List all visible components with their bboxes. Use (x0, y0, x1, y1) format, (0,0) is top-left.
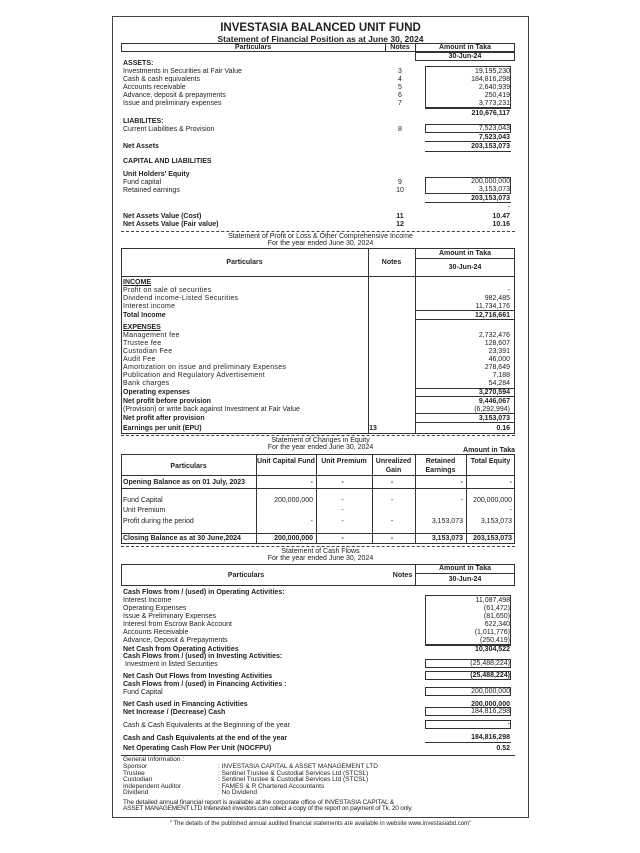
asset-row-label: Accounts receivable (123, 84, 186, 91)
rule (425, 742, 511, 743)
expense-row-label: Trustee fee (123, 340, 162, 347)
cf-op-row-label: Advance, Deposit & Prepayments (123, 637, 228, 644)
cf-op-row-amount: (61,472) (483, 605, 510, 612)
soce-row-value: - (341, 497, 344, 504)
retained-note: 10 (396, 187, 404, 194)
cf-fin-amount: 200,000,000 (471, 688, 510, 695)
income-row-label: Interest income (123, 303, 176, 310)
epu-value: 0.16 (496, 425, 510, 432)
info-row-key: Independent Auditor (123, 782, 182, 790)
soce-row-value: - (341, 479, 344, 486)
cf-col-amount: Amount in Taka (439, 565, 491, 572)
assets-total: 210,676,117 (471, 110, 510, 117)
soce-row-value: - (509, 479, 512, 486)
soce-row-value: 3,153,073 (431, 535, 463, 542)
cf-op-row-label: Issue & Preliminary Expenses (123, 613, 216, 620)
cf-inv-heading: Cash Flows from / (used) in Investing Activities: (123, 653, 283, 660)
income-row-amount: - (507, 287, 510, 294)
pl-col-sep (368, 277, 369, 434)
liabilities-label: Current Liabilities & Provision (123, 126, 215, 133)
asset-row-note: 3 (398, 68, 402, 75)
cf-nocfpu-label: Net Operating Cash Flow Per Unit (NOCFPU) (123, 745, 272, 752)
rule (425, 151, 511, 152)
info-row-value: : Sentinel Trustee & Custodial Services Ltd (STCSL) (218, 776, 369, 783)
cf-fin-label: Fund Capital (123, 689, 163, 696)
rule (415, 413, 515, 414)
rule (121, 533, 515, 534)
sfp-col-particulars: Particulars (234, 44, 272, 51)
soce-row-label: Closing Balance as at 30 June,2024 (123, 535, 241, 542)
opex-label: Operating expenses (123, 389, 190, 396)
soce-row-value: - (390, 535, 394, 542)
net-assets-label: Net Assets (123, 143, 159, 150)
npbp-label: Net profit before provision (123, 398, 211, 405)
expense-row-amount: 23,391 (488, 348, 510, 355)
cf-col-date: 30-Jun-24 (448, 576, 482, 583)
capital-heading: CAPITAL AND LIABILITIES (123, 158, 212, 165)
expense-row-amount: 2,732,476 (478, 332, 510, 339)
soce-row-value: 200,000,000 (274, 535, 313, 542)
section-divider (121, 435, 515, 436)
info-row-value: : FAMES & R Chartered Accountants (218, 782, 325, 790)
rule (121, 475, 515, 476)
cf-net-op-value: 10,304,522 (474, 646, 510, 653)
soce-row-value: - (509, 507, 512, 514)
asset-row-amount: 3,773,231 (478, 100, 510, 107)
cf-op-row-amount: (250,419) (480, 637, 510, 644)
sfp-col-date: 30-Jun-24 (448, 53, 482, 60)
expense-row-amount: 128,607 (484, 340, 510, 347)
cf-op-box (425, 595, 511, 645)
rule (415, 422, 515, 423)
fund-capital-note: 9 (398, 179, 402, 186)
rule (425, 108, 511, 109)
asset-row-label: Investments in Securities at Fair Value (123, 68, 242, 75)
cf-op-row-amount: 11,087,498 (475, 597, 510, 604)
npap-label: Net profit after provision (123, 415, 205, 422)
cf-net-op-label: Net Cash from Operating Activities (123, 646, 239, 653)
soce-row-value: 3,153,073 (480, 518, 512, 525)
soce-row-value: - (390, 518, 394, 525)
cf-begin-value: - (507, 721, 510, 728)
section-divider (121, 546, 515, 547)
cf-end-value: 184,816,298 (471, 734, 510, 741)
npbp-value: 9,446,067 (478, 398, 510, 405)
asset-row-note: 4 (398, 76, 402, 83)
fund-capital-amount: 200,000,000 (471, 178, 510, 185)
expenses-heading: EXPENSES (123, 324, 161, 331)
asset-row-amount: 250,419 (484, 92, 510, 99)
cf-op-row-label: Operating Expenses (123, 605, 187, 612)
asset-row-note: 7 (398, 100, 402, 107)
expense-row-label: Bank charges (123, 380, 170, 387)
rule (121, 488, 515, 489)
cf-op-row-label: Interest from Escrow Bank Account (123, 621, 232, 628)
rule (425, 141, 511, 142)
total-income-value: 12,716,661 (474, 312, 510, 319)
cf-col-notes: Notes (392, 572, 413, 579)
cf-net-fin-label: Net Cash used in Financing Activities (123, 701, 248, 708)
nav-fair-note: 12 (396, 221, 404, 228)
soce-row-value: 203,153,073 (473, 535, 512, 542)
npap-value: 3,153,073 (478, 415, 510, 422)
soce-row-value: 200,000,000 (473, 497, 512, 504)
cf-net-inv-label: Net Cash Out Flows from Investing Activities (123, 673, 273, 680)
cf-net-inc-value: 184,816,298 (471, 708, 510, 715)
unitholders-heading: Unit Holders' Equity (123, 171, 190, 178)
pl-subtitle: For the year ended June 30, 2024 (267, 240, 374, 247)
cf-op-row-amount: (1,011,776) (474, 629, 510, 636)
equity-dash: - (507, 204, 510, 211)
asset-row-amount: 2,640,939 (478, 84, 510, 91)
asset-row-note: 5 (398, 84, 402, 91)
nav-fair-value: 10.16 (492, 221, 510, 228)
expense-row-amount: 46,000 (488, 356, 510, 363)
cf-inv-label: Investment in listed Securities (125, 661, 218, 668)
pl-col-date: 30-Jun-24 (448, 264, 482, 271)
info-row-key: Sponsor (123, 763, 148, 770)
soce-row-value: - (460, 497, 463, 504)
expense-row-label: Audit Fee (123, 356, 156, 363)
epu-label: Earnings per unit (EPU) (123, 425, 202, 432)
soce-row-label: Profit during the period (123, 518, 194, 525)
pl-col-amount: Amount in Taka (439, 250, 491, 257)
soce-row-value: - (390, 479, 394, 486)
soce-row-value: 3,153,073 (431, 518, 463, 525)
expense-row-amount: 7,188 (492, 372, 510, 379)
soce-row-label: Opening Balance as on 01 July, 2023 (123, 479, 246, 486)
website-footer: " The details of the published annual audited financial statements are available in website www.investasiabd.com" (169, 821, 472, 827)
retained-label: Retained earnings (123, 187, 180, 194)
asset-row-note: 6 (398, 92, 402, 99)
info-row-key: Dividend (123, 789, 149, 796)
cf-fin-heading: Cash Flows from / (used) in Financing Activities : (123, 681, 287, 688)
rule (415, 319, 515, 320)
expense-row-label: Amortization on issue and preliminary Expenses (123, 364, 287, 371)
soce-header-5: Total Equity (470, 458, 511, 465)
soce-row-value: - (460, 479, 463, 486)
asset-row-label: Cash & cash equivalents (123, 76, 201, 83)
income-row-amount: 982,485 (484, 295, 510, 302)
expense-row-label: Publication and Regulatory Advertisement (123, 372, 265, 379)
nav-cost-label: Net Assets Value (Cost) (123, 213, 202, 220)
soce-title: Statement of Changes in Equity (271, 437, 370, 444)
soce-subtitle: For the year ended June 30, 2024 (267, 444, 374, 451)
soce-row-label: Unit Premium (123, 507, 166, 514)
soce-row-value: 200,000,000 (274, 497, 313, 504)
info-note-2: ASSET MANAGEMENT LTD Interested investors can collect a copy of the report on payment of Tk. 20 only. (123, 805, 413, 812)
cf-nocfpu-value: 0.52 (496, 745, 510, 752)
soce-header-4: Retained Earnings (425, 458, 456, 475)
liabilities-note: 8 (398, 126, 402, 133)
soce-header-3: Unrealized Gain (375, 458, 412, 475)
expense-row-amount: 54,284 (488, 380, 510, 387)
liabilities-amount: 7,523,043 (478, 125, 510, 132)
cf-op-row-amount: (81,650) (483, 613, 510, 620)
rule (415, 396, 515, 397)
income-row-amount: 11,734,176 (475, 303, 510, 310)
opex-value: 3,270,594 (478, 389, 510, 396)
soce-row-value: - (341, 507, 344, 514)
info-row-key: Trustee (123, 769, 145, 777)
income-row-label: Profit on sale of securities (123, 287, 212, 294)
soce-row-value: - (341, 518, 344, 525)
provision-value: (6,292,994) (474, 406, 510, 413)
cf-net-fin-value: 200,000,000 (471, 701, 510, 708)
provision-label: (Provision) or write back against Investment at Fair Value (123, 406, 300, 413)
epu-note: 13 (369, 425, 377, 432)
asset-row-amount: 184,816,298 (471, 76, 510, 83)
soce-row-value: - (341, 535, 344, 542)
nav-cost-value: 10.47 (492, 213, 510, 220)
expense-row-amount: 278,649 (484, 364, 510, 371)
soce-amount-label: Amount in Taka (463, 447, 515, 454)
nav-fair-label: Net Assets Value (Fair value) (123, 221, 219, 228)
cf-title: Statement of Cash Flows (281, 548, 360, 555)
asset-row-label: Issue and preliminary expenses (123, 100, 222, 107)
rule (415, 310, 515, 311)
cf-end-label: Cash and Cash Equivalents at the end of the year (123, 735, 288, 742)
retained-amount: 3,153,073 (478, 186, 510, 193)
pl-col-particulars: Particulars (226, 259, 263, 266)
pl-col-notes: Notes (381, 259, 402, 266)
info-row-key: Custodian (123, 776, 153, 783)
liabilities-heading: LIABILITES: (123, 118, 164, 125)
cf-op-row-amount: 622,340 (484, 621, 510, 628)
cf-op-row-label: Accounts Receivable (123, 629, 189, 636)
net-assets-value: 203,153,073 (471, 143, 510, 150)
cf-col-particulars: Particulars (227, 572, 265, 579)
info-note-1: The detailed annual financial report is available at the corporate office of INVESTASIA CAPITAL & (123, 799, 395, 806)
income-row-label: Dividend income-Listed Securities (123, 295, 239, 302)
sfp-col-amount: Amount in Taka (439, 44, 491, 51)
income-heading: INCOME (123, 279, 151, 286)
info-row-value: : Sentinel Trustee & Custodial Services Ltd (STCSL) (218, 769, 369, 777)
asset-row-amount: 19,195,230 (474, 68, 510, 75)
soce-header-1: Unit Capital Fund (257, 458, 315, 465)
assets-heading: ASSETS: (123, 60, 154, 67)
cf-inv-amount: (25,488,224) (470, 660, 510, 667)
cf-begin-label: Cash & Cash Equivalents at the Beginning of the year (123, 722, 290, 729)
soce-row-value: - (310, 518, 313, 525)
expense-row-label: Custodian Fee (123, 348, 173, 355)
equity-total: 203,153,073 (471, 195, 510, 202)
total-income-label: Total Income (123, 312, 166, 319)
fund-capital-label: Fund capital (123, 179, 162, 186)
nav-cost-note: 11 (396, 213, 404, 220)
soce-header-0: Particulars (170, 463, 207, 470)
info-row-value: : INVESTASIA CAPITAL & ASSET MANAGEMENT LTD (218, 763, 378, 770)
rule (415, 573, 515, 574)
info-row-value: : No Dividend (218, 789, 258, 796)
assets-box (425, 66, 511, 108)
soce-header-2: Unit Premium (321, 458, 367, 465)
section-divider (121, 231, 515, 232)
soce-row-value: - (390, 497, 394, 504)
pl-title: Statement of Profit or Loss & Other Comprehensive Income (228, 233, 413, 240)
cf-subtitle: For the year ended June 30, 2024 (267, 555, 374, 562)
fund-title: INVESTASIA BALANCED UNIT FUND (220, 22, 421, 34)
liabilities-total: 7,523,043 (478, 134, 510, 141)
general-info-label: General Information : (123, 756, 185, 763)
soce-row-label: Fund Capital (123, 497, 163, 504)
sfp-title: Statement of Financial Position as at June 30, 2024 (217, 34, 424, 44)
sfp-col-notes: Notes (390, 44, 410, 51)
asset-row-label: Advance, deposit & prepayments (123, 92, 226, 99)
cf-op-heading: Cash Flows from / (used) in Operating Activities: (123, 589, 285, 596)
cf-op-row-label: Interest Income (123, 597, 172, 604)
expense-row-label: Management fee (123, 332, 180, 339)
soce-row-value: - (310, 479, 313, 486)
rule (425, 202, 511, 203)
rule (415, 258, 515, 259)
cf-net-inv-value: (25,488,224) (470, 672, 510, 679)
cf-net-inc-label: Net Increase / (Decrease) Cash (123, 709, 226, 716)
